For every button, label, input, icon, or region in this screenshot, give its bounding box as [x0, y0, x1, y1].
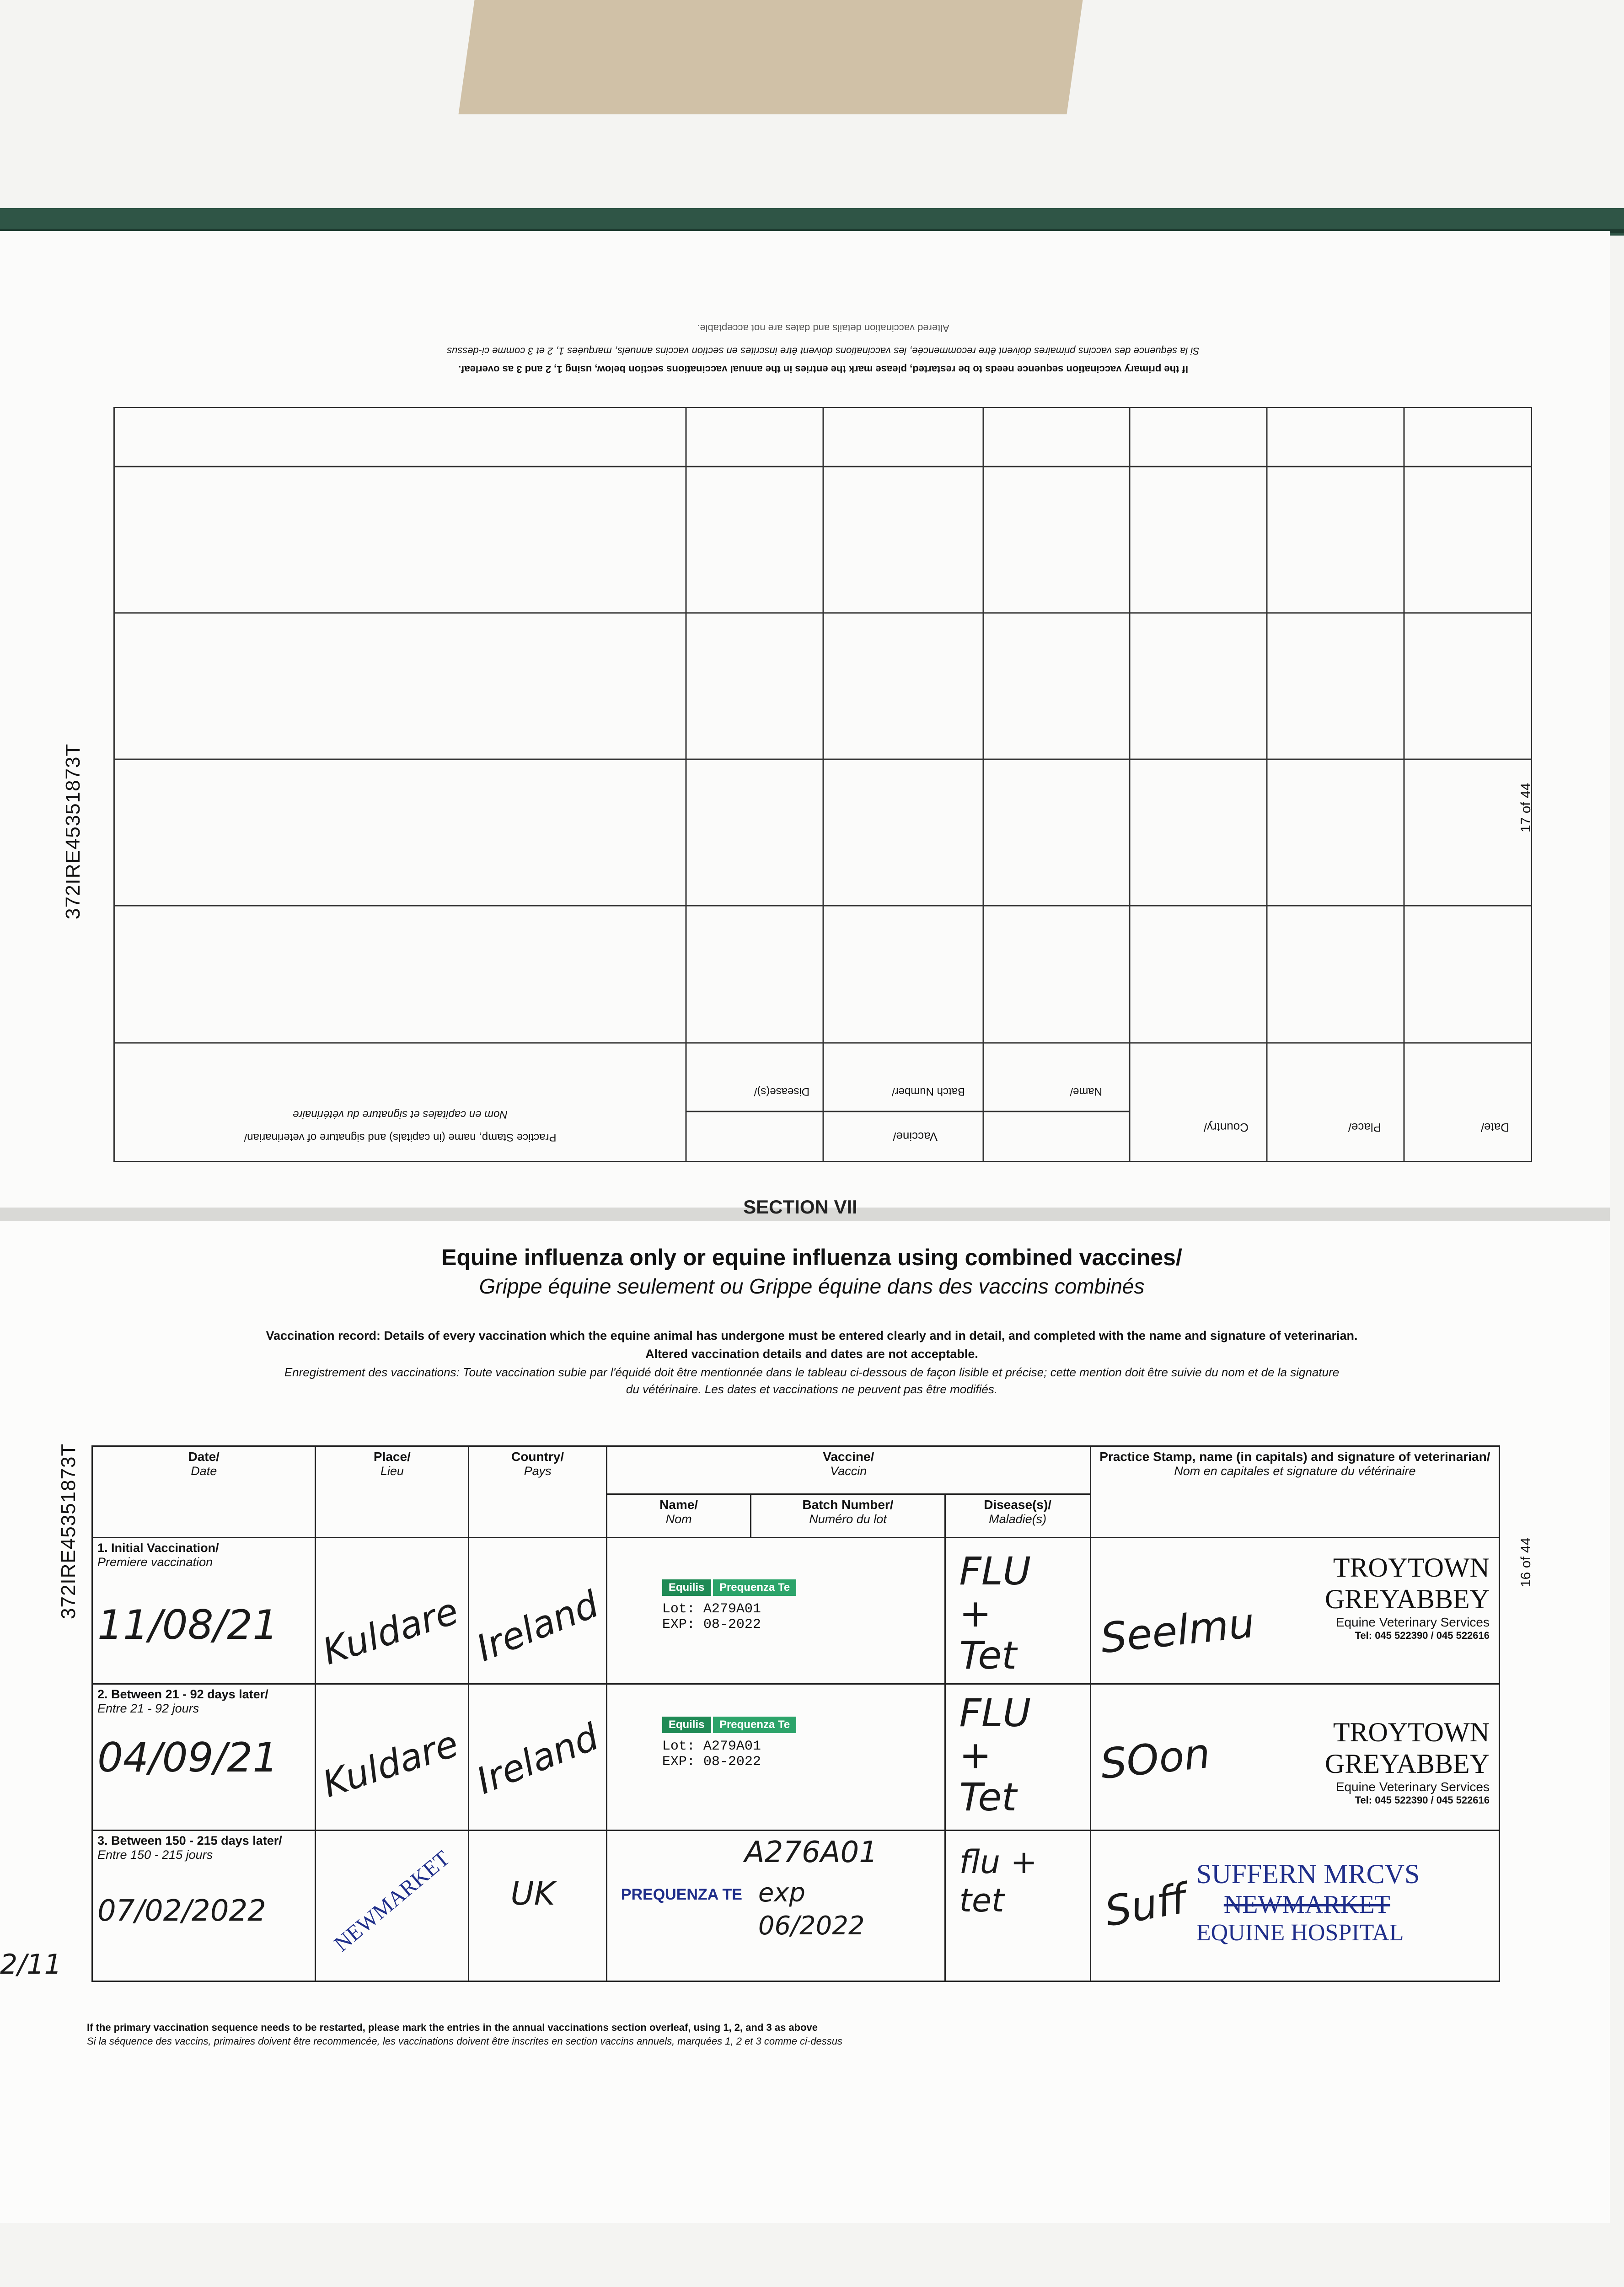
header-vaccine-fr: Vaccin: [830, 1464, 867, 1478]
upper-header-disease: Disease(s)/: [754, 1085, 809, 1098]
row3-exp: exp 06/2022: [758, 1878, 865, 1941]
row2-stamp-line1: TROYTOWN: [1333, 1717, 1490, 1747]
row2-signature: SOon: [1098, 1729, 1212, 1789]
row3-stamp: [1196, 1858, 1420, 1946]
upper-header-batch: Batch Number/: [891, 1085, 965, 1098]
row1-practice-cell: [1090, 1538, 1499, 1684]
row3-place-cell: [316, 1831, 469, 1981]
header-place: Place/: [373, 1450, 411, 1464]
upper-page-number: 17 of 44: [1518, 783, 1533, 832]
header-name-cell: [606, 1494, 751, 1538]
row3-label-fr: Entre 150 - 215 jours: [97, 1848, 213, 1862]
header-country-cell: [469, 1446, 606, 1538]
row2-practice-cell: [1090, 1684, 1499, 1831]
header-date-cell: [92, 1446, 316, 1538]
row3-country-cell: [469, 1831, 606, 1981]
header-name: Name/: [659, 1498, 698, 1512]
record-instructions-fr: Enregistrement des vaccinations: Toute vaccination subie par l'équidé doit être mentionnée dans le tableau ci-dessous de façon lisible et précise; cette mention doit être suivie du nom et de la signature: [284, 1365, 1340, 1379]
row1-vaccine-sticker: [662, 1579, 940, 1632]
row1-label: 1. Initial Vaccination/: [97, 1541, 219, 1555]
row1-date: 11/08/21: [97, 1601, 279, 1648]
footer-note-fr: Si la séquence des vaccins, primaires doivent être recommencée, les vaccinations doivent être inscrites en section vaccins annuels, marquées 1, 2 et 3 comme ci-dessus: [87, 2035, 843, 2047]
row2-place-cell: [316, 1684, 469, 1831]
row3-country: UK: [510, 1875, 555, 1912]
upper-header-practice: Practice Stamp, name (in capitals) and signature of veterinarian/: [244, 1131, 557, 1144]
row3-stamp-line3: EQUINE HOSPITAL: [1196, 1920, 1404, 1946]
upper-horse-id: 372IRE45351873T: [62, 743, 84, 919]
upper-note-fr: Si la séquence des vaccins primaires doivent être recommencée, les vaccinations doivent être inscrites en section vaccins annuels, marquées 1, 2 et 3 comme ci-dessus: [447, 345, 1200, 357]
upper-header-place: Place/: [1348, 1121, 1381, 1134]
row2-disease-cell: [945, 1684, 1090, 1831]
row3-label: 3. Between 150 - 215 days later/: [97, 1834, 282, 1847]
row1-lot: Lot: A279A01: [662, 1601, 761, 1617]
header-country: Country/: [511, 1450, 564, 1464]
header-batch-fr: Numéro du lot: [809, 1512, 887, 1526]
row1-country-cell: [469, 1538, 606, 1684]
row1-label-fr: Premiere vaccination: [97, 1555, 213, 1569]
row1-vaccine-cell: [606, 1538, 945, 1684]
row1-exp: EXP: 08-2022: [662, 1617, 761, 1632]
upper-header-date: Date/: [1480, 1121, 1509, 1134]
cardboard-edge: [458, 0, 1083, 114]
row2-stamp-line2: GREYABBEY: [1324, 1749, 1490, 1779]
upper-header-name: Name/: [1070, 1085, 1102, 1098]
header-practice-cell: [1090, 1446, 1499, 1538]
record-instructions-fr-2: du vétérinaire. Les dates et vaccinations ne peuvent pas être modifiés.: [626, 1382, 998, 1396]
header-disease-cell: [945, 1494, 1090, 1538]
table-row: [92, 1684, 1500, 1831]
row1-signature: Seelmu: [1098, 1599, 1257, 1663]
header-practice: Practice Stamp, name (in capitals) and signature of veterinarian/: [1099, 1450, 1490, 1464]
section-title-fr: Grippe équine seulement ou Grippe équine dans des vaccins combinés: [479, 1274, 1145, 1298]
row2-sticker-product: Prequenza Te: [713, 1717, 796, 1733]
row3-disease-cell: [945, 1831, 1090, 1981]
header-disease-fr: Maladie(s): [989, 1512, 1047, 1526]
lower-page-number: 16 of 44: [1518, 1537, 1533, 1587]
lower-horse-id: 372IRE45351873T: [57, 1443, 80, 1619]
header-disease: Disease(s)/: [984, 1498, 1052, 1512]
row2-disease: FLU + Tet: [959, 1691, 1031, 1820]
header-vaccine-cell: [606, 1446, 1090, 1494]
row3-date-cell: [92, 1831, 316, 1981]
header-batch: Batch Number/: [802, 1498, 894, 1512]
header-date: Date/: [188, 1450, 220, 1464]
row2-place: Kuldare: [317, 1722, 464, 1806]
row3-vaccine-cell: [606, 1831, 945, 1981]
row2-stamp-line4: Tel: 045 522390 / 045 522616: [1355, 1794, 1490, 1806]
header-place-fr: Lieu: [380, 1464, 404, 1478]
row1-disease: FLU + Tet: [959, 1549, 1031, 1678]
row3-signature: Suff: [1101, 1874, 1190, 1936]
row2-exp: EXP: 08-2022: [662, 1754, 761, 1770]
row1-date-cell: [92, 1538, 316, 1684]
row3-stamp-line2: NEWMARKET: [1223, 1890, 1390, 1919]
header-practice-fr: Nom en capitales et signature du vétérinaire: [1174, 1464, 1416, 1478]
header-date-fr: Date: [191, 1464, 217, 1478]
row1-place-cell: [316, 1538, 469, 1684]
margin-handwritten-mark: 2/11: [0, 1949, 62, 1981]
upper-header-country: Country/: [1203, 1121, 1249, 1134]
row1-sticker-brand: Equilis: [662, 1579, 711, 1596]
row1-country: Ireland: [471, 1583, 605, 1670]
row1-stamp-line2: GREYABBEY: [1324, 1584, 1490, 1614]
row3-date: 07/02/2022: [97, 1894, 266, 1928]
row2-label-fr: Entre 21 - 92 jours: [97, 1702, 199, 1715]
upper-table-grid: [69, 407, 1532, 1162]
row2-date-cell: [92, 1684, 316, 1831]
header-place-cell: [316, 1446, 469, 1538]
record-instructions-en: Vaccination record: Details of every vaccination which the equine animal has undergone must be entered clearly and in detail, and completed with the name and signature of veterinarian.: [266, 1329, 1358, 1342]
row1-stamp-line3: Equine Veterinary Services: [1335, 1615, 1490, 1629]
row2-country: Ireland: [471, 1715, 605, 1803]
upper-altered-note: Altered vaccination details and dates are not acceptable.: [697, 322, 949, 334]
record-instructions-en-2: Altered vaccination details and dates are not acceptable.: [645, 1347, 978, 1361]
row3-vaccine-name-stamp: PREQUENZA TE: [621, 1886, 742, 1903]
footer-note-en: If the primary vaccination sequence needs to be restarted, please mark the entries in the annual vaccinations section overleaf, using 1, 2, and 3 as above: [87, 2022, 818, 2033]
upper-vaccination-table: [69, 293, 1532, 1162]
row3-disease: flu + tet: [959, 1843, 1038, 1919]
row3-place-stamp: NEWMARKET: [329, 1846, 455, 1957]
table-row: [92, 1831, 1500, 1981]
upper-header-vaccine: Vaccine/: [893, 1130, 938, 1144]
row2-lot: Lot: A279A01: [662, 1739, 761, 1754]
upper-header-practice-fr: Nom en capitales et signature du vétérinaire: [293, 1108, 508, 1121]
header-country-fr: Pays: [524, 1464, 552, 1478]
row2-country-cell: [469, 1684, 606, 1831]
row2-label: 2. Between 21 - 92 days later/: [97, 1687, 268, 1701]
row2-stamp: [1325, 1717, 1490, 1806]
row1-place: Kuldare: [317, 1589, 464, 1673]
row3-stamp-line1: SUFFERN MRCVS: [1196, 1859, 1420, 1889]
row1-sticker-product: Prequenza Te: [713, 1579, 796, 1596]
row1-stamp-line1: TROYTOWN: [1333, 1552, 1490, 1583]
upper-note-en: If the primary vaccination sequence needs to be restarted, please mark the entries in the annual vaccinations section below, using 1, 2 and 3 as overleaf.: [458, 364, 1188, 375]
table-row: [92, 1538, 1500, 1684]
row2-vaccine-sticker: [662, 1717, 940, 1770]
section-title-en: Equine influenza only or equine influenza using combined vaccines/: [441, 1245, 1182, 1270]
row2-date: 04/09/21: [97, 1734, 279, 1781]
row2-sticker-brand: Equilis: [662, 1717, 711, 1733]
row3-batch: A276A01: [744, 1836, 878, 1869]
section-heading: SECTION VII: [743, 1196, 858, 1218]
row1-stamp: [1325, 1552, 1490, 1642]
row1-stamp-line4: Tel: 045 522390 / 045 522616: [1355, 1630, 1490, 1641]
header-vaccine: Vaccine/: [823, 1450, 874, 1464]
row3-practice-cell: [1090, 1831, 1499, 1981]
vaccination-table: [91, 1445, 1500, 1982]
row1-disease-cell: [945, 1538, 1090, 1684]
row2-stamp-line3: Equine Veterinary Services: [1335, 1780, 1490, 1794]
header-batch-cell: [751, 1494, 945, 1538]
header-name-fr: Nom: [665, 1512, 692, 1526]
row2-vaccine-cell: [606, 1684, 945, 1831]
